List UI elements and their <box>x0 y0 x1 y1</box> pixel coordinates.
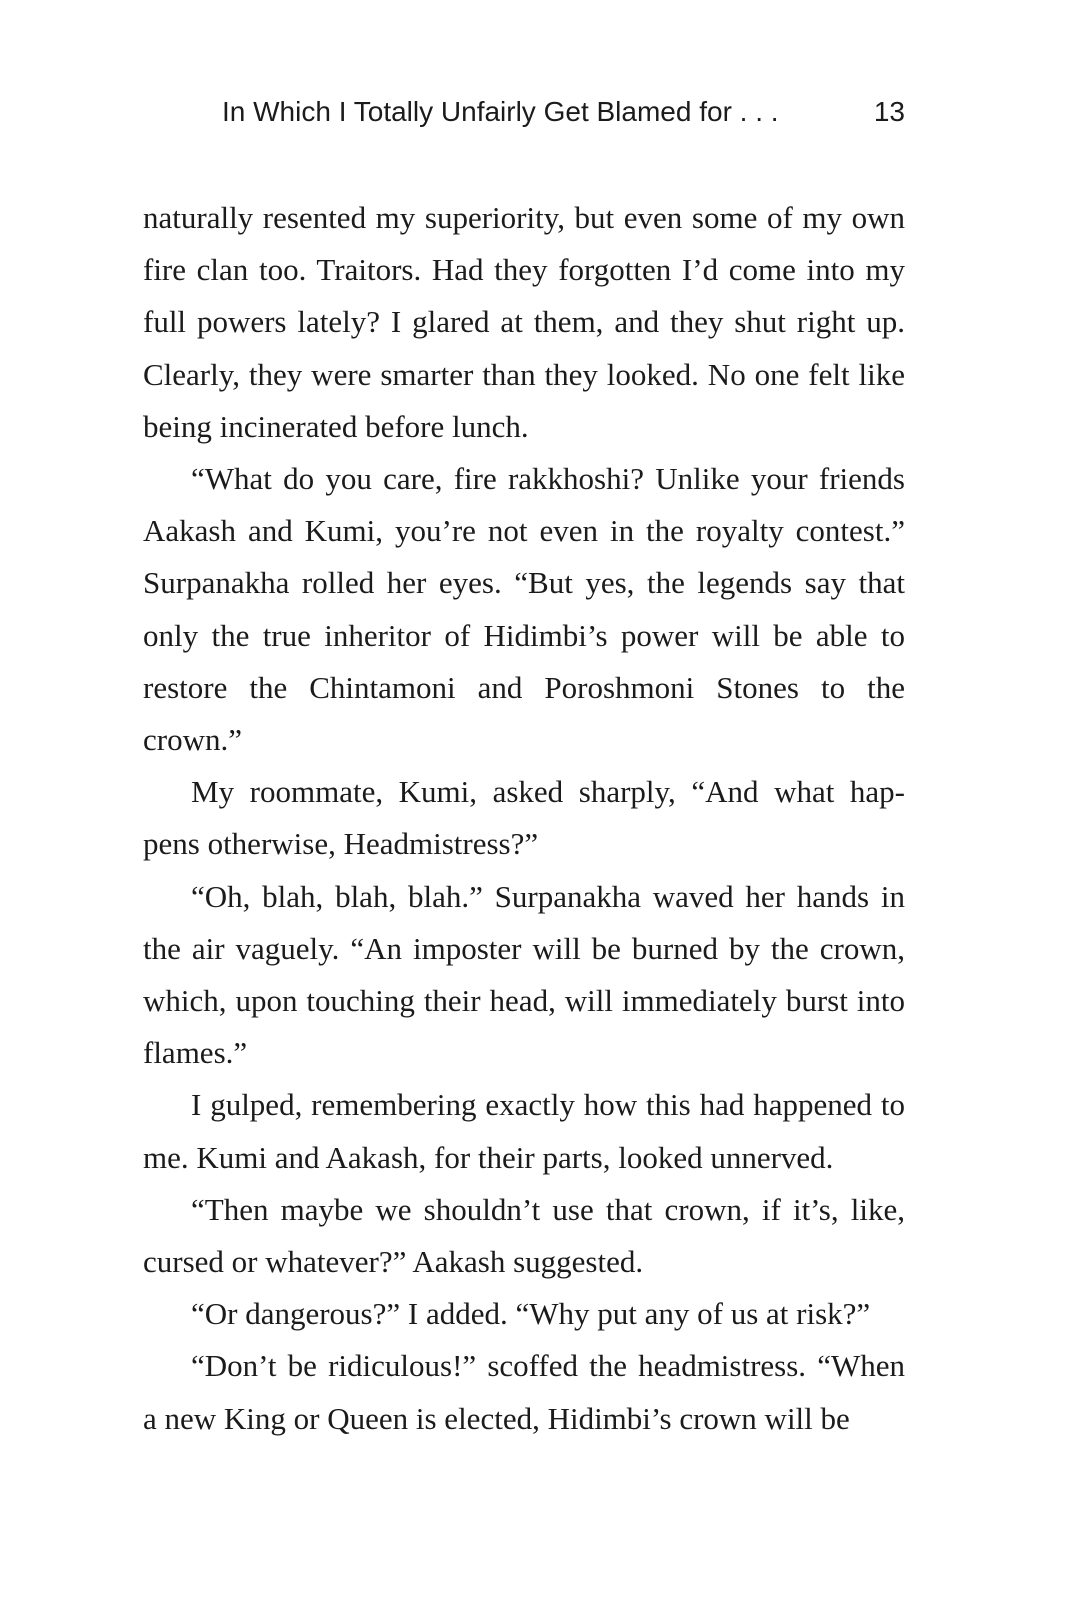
paragraph: “Oh, blah, blah, blah.” Surpanakha waved her hands in the air vaguely. “An imposter will be burned by the crown, which, upon touching their head, will immediately burst into flames.” <box>143 878 905 1071</box>
paragraph: “What do you care, fire rakkhoshi? Unlike your friends Aakash and Kumi, you’re not even in the royalty contest.” Surpanakha rolled her eyes. “But yes, the legends say that only the true inheritor of Hidimbi’s power will be able to restore the Chintamoni and Poroshmoni Stones to the crown.” <box>143 461 905 758</box>
page-number: 13 <box>873 96 905 127</box>
paragraph-last: “Don’t be ridiculous!” scoffed the headmistress. “When a new King or Queen is elected, Hidimbi’s crown will be <box>143 1348 905 1436</box>
paragraph: “Or dangerous?” I added. “Why put any of us at risk?” <box>191 1296 871 1332</box>
paragraph: “Then maybe we shouldn’t use that crown, if it’s, like, cursed or whatever?” Aakash suggested. <box>143 1191 905 1280</box>
paragraph: My roommate, Kumi, asked sharply, “And what hap-pens otherwise, Headmistress?” <box>143 774 905 862</box>
body-text <box>143 192 905 1445</box>
paragraph: I gulped, remembering exactly how this had happened to me. Kumi and Aakash, for their parts, looked unnerved. <box>143 1087 905 1175</box>
chapter-title: In Which I Totally Unfairly Get Blamed for . . . <box>222 96 779 127</box>
running-header <box>222 92 905 132</box>
paragraph-continued: naturally resented my superiority, but even some of my own fire clan too. Traitors. Had they forgotten I’d come into my full powers lately? I glared at them, and they shut right up. Clearly, they were smarter than they looked. No one felt like being incinerated before lunch. <box>143 200 905 444</box>
